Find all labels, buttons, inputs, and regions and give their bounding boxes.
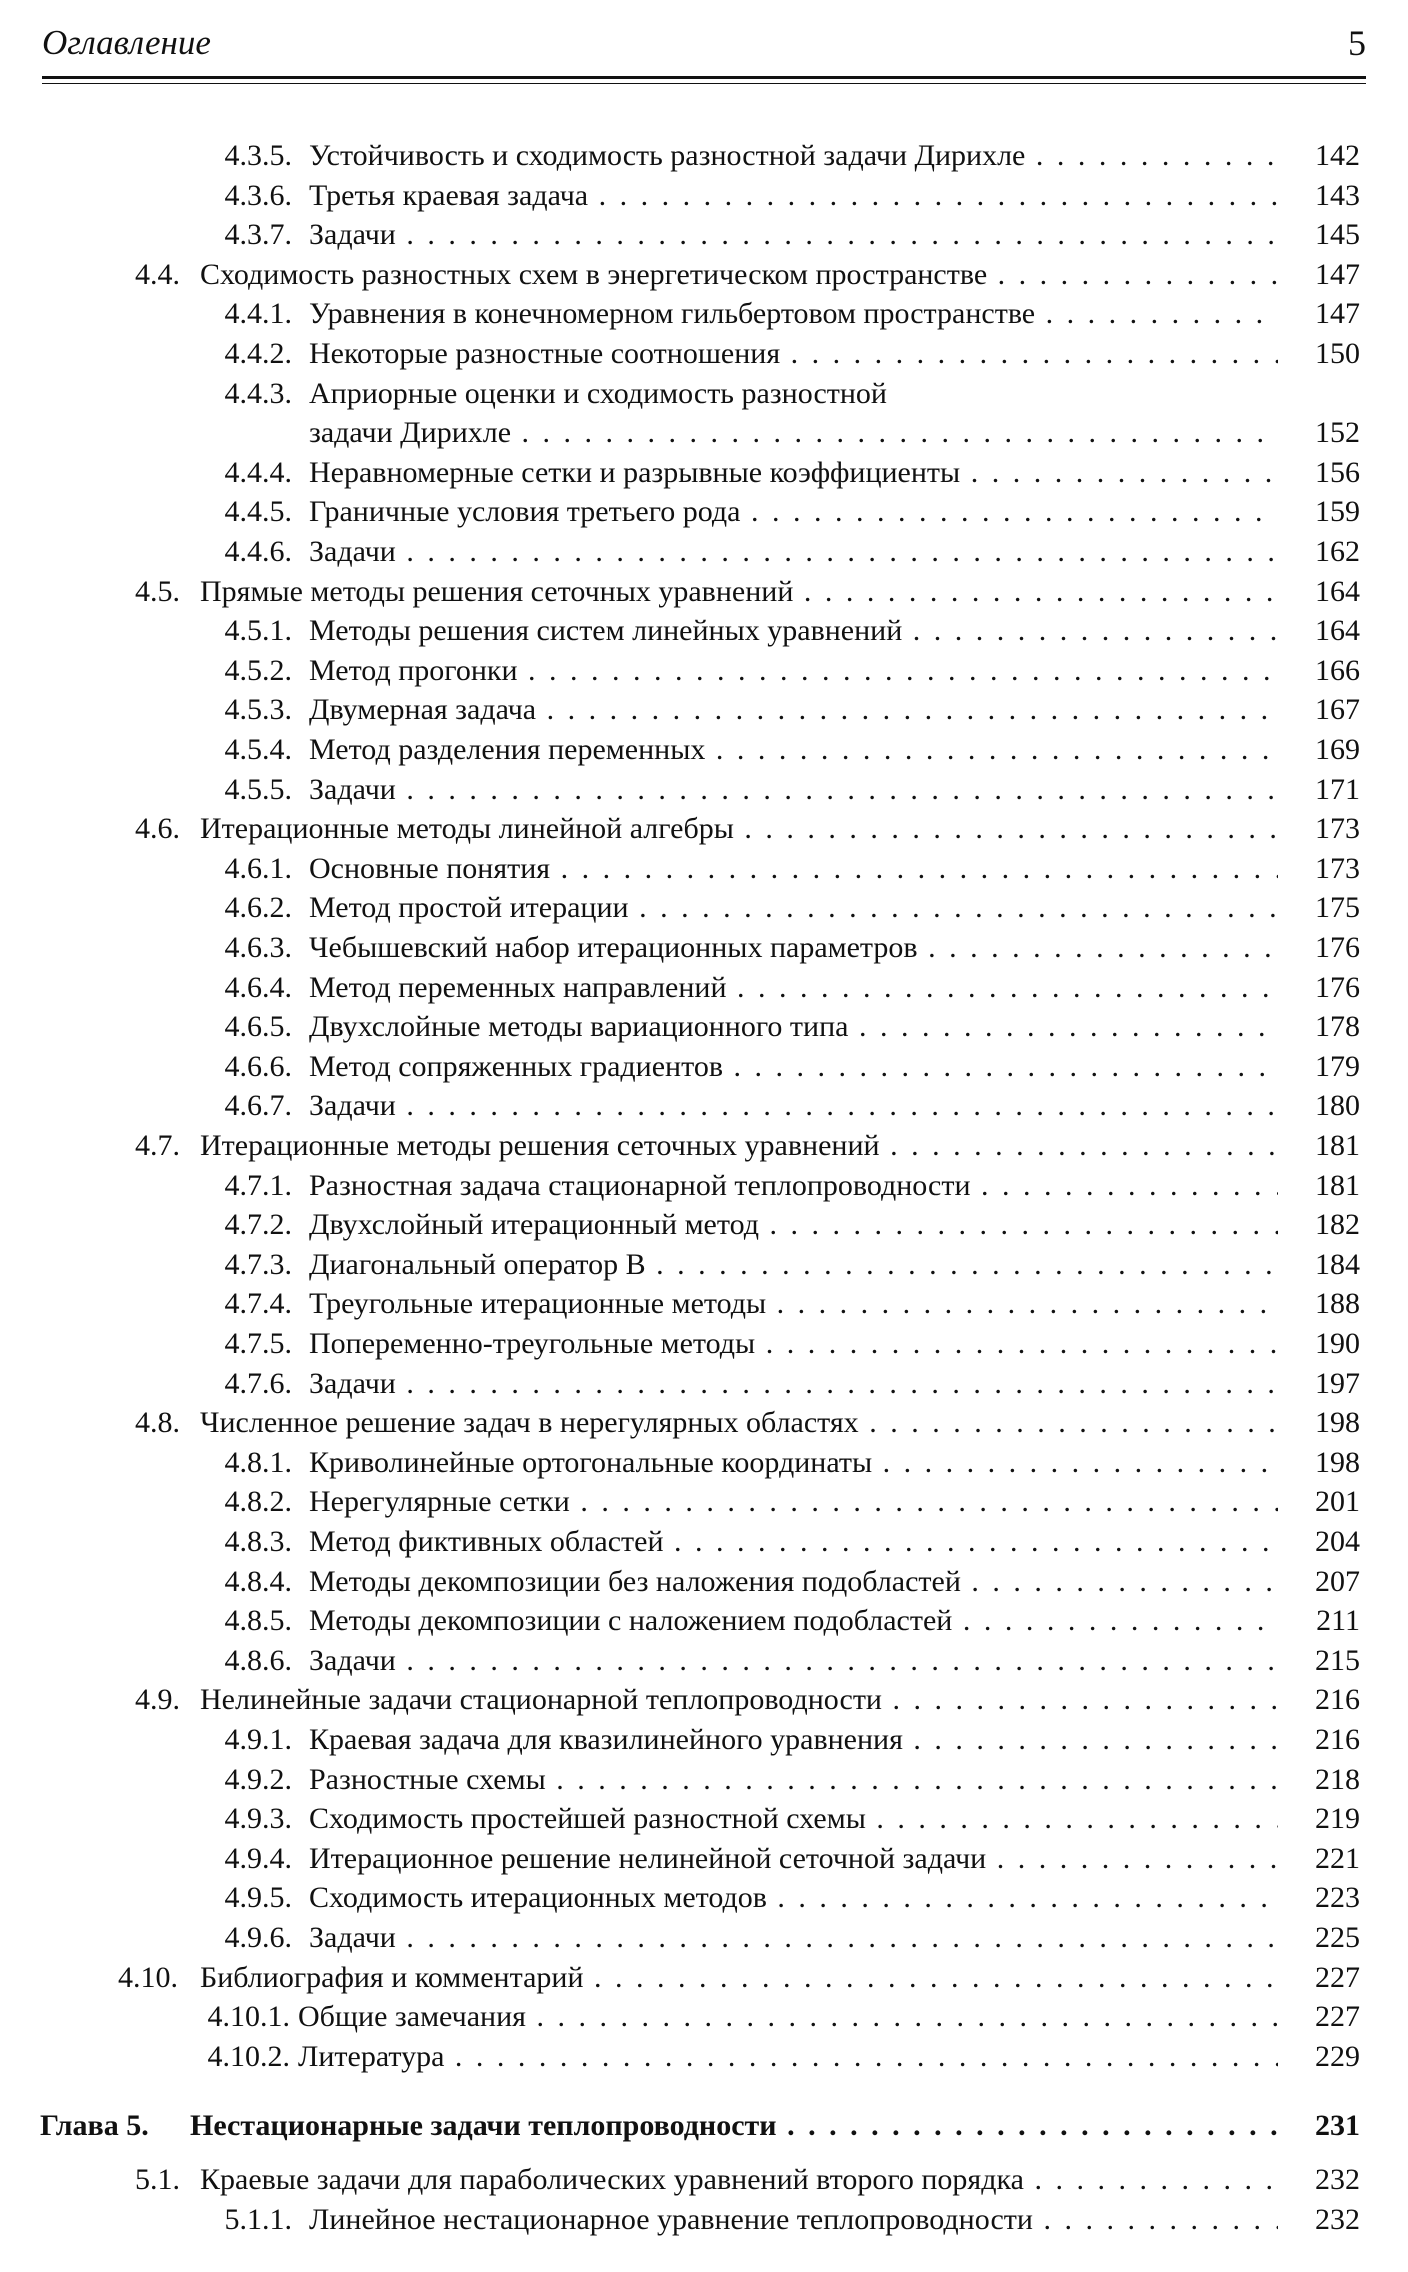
chapter-entry[interactable] (0, 2106, 1408, 2146)
toc-entry-number: 4.6.2. (224, 891, 292, 925)
toc-entry-title: Задачи . . . (309, 1641, 1278, 1681)
toc-entry[interactable] (0, 1720, 1408, 1760)
toc-entry[interactable] (0, 1403, 1408, 1443)
toc-entry-number: 4.10.2. (207, 2039, 290, 2073)
toc-entry-title: Итерационные методы линейной алгебры . . . (200, 809, 1278, 849)
toc-entry[interactable] (0, 770, 1408, 810)
toc-entry-number: 4.8.4. (224, 1564, 292, 1598)
toc-entry-title: Разностная задача стационарной теплопроводности . . . (309, 1166, 1278, 1206)
toc-entry-number: 4.9.6. (224, 1921, 292, 1954)
toc-entry[interactable] (0, 1958, 1408, 1998)
toc-entry-title: Криволинейные ортогональные координаты . . . (309, 1443, 1278, 1483)
toc-entry-number: 4.4.6. (224, 535, 292, 568)
toc-entry[interactable] (0, 2160, 1408, 2200)
toc-entry-number: 4.7.5. (224, 1327, 292, 1360)
running-header (42, 18, 1366, 68)
running-title: Оглавление (42, 23, 211, 62)
toc-entry[interactable] (0, 176, 1408, 216)
toc-entry-number: 4.6. (135, 812, 180, 846)
toc-entry-number: 4.4.1. (224, 297, 292, 331)
toc-entry[interactable] (0, 730, 1408, 770)
toc-entry[interactable] (0, 690, 1408, 730)
toc-entry-page: 147 (1290, 294, 1360, 334)
toc-entry-title: Сходимость простейшей разностной схемы . . . (309, 1799, 1278, 1839)
toc-entry-title: Методы декомпозиции без наложения подобластей . . . (309, 1562, 1278, 1602)
toc-entry-title: Попеременно-треугольные методы . . . (309, 1324, 1278, 1364)
toc-entry-title: Прямые методы решения сеточных уравнений . . . (200, 572, 1278, 612)
toc-entry-title: Методы декомпозиции с наложением подобластей . . . (309, 1601, 1278, 1641)
toc-entry[interactable] (0, 1918, 1408, 1958)
toc-entry-page: 166 (1290, 651, 1360, 691)
toc-entry[interactable] (0, 1799, 1408, 1839)
toc-entry-page: 164 (1290, 611, 1360, 651)
toc-entry-page: 184 (1290, 1245, 1360, 1285)
toc-entry-number: 4.7. (135, 1129, 180, 1162)
header-rule-thick (42, 76, 1366, 79)
toc-entry-page: 167 (1290, 690, 1360, 730)
toc-entry-number: 4.5.2. (224, 653, 292, 687)
toc-entry-title: Задачи . . . (309, 215, 1278, 255)
toc-entry-title: Априорные оценки и сходимость разностной (309, 376, 887, 410)
toc-entry-title: Сходимость итерационных методов . . . (309, 1878, 1278, 1918)
toc-entry-page: 215 (1290, 1641, 1360, 1681)
toc-entry-title: Некоторые разностные соотношения . . . (309, 334, 1278, 374)
toc-entry[interactable] (0, 928, 1408, 968)
toc-entry-number: 4.9.4. (224, 1841, 292, 1875)
toc-entry[interactable] (0, 968, 1408, 1008)
toc-entry[interactable] (0, 1047, 1408, 1087)
toc-entry-number: Глава 5. (40, 2109, 149, 2143)
toc-entry-page: 181 (1290, 1126, 1360, 1166)
toc-entry-title: Граничные условия третьего рода . . . (309, 492, 1278, 532)
toc-entry-page: 180 (1290, 1086, 1360, 1126)
toc-entry-title: Нерегулярные сетки . . . (309, 1482, 1278, 1522)
toc-entry-number: 4.10. (118, 1960, 178, 1994)
toc-entry-number: 4.5.3. (224, 693, 292, 727)
toc-entry-page: 231 (1290, 2106, 1360, 2146)
toc-entry[interactable] (0, 1680, 1408, 1720)
toc-entry-page: 227 (1290, 1997, 1360, 2037)
toc-entry[interactable] (0, 849, 1408, 889)
toc-entry-number: 4.3.6. (224, 178, 292, 212)
toc-entry[interactable] (0, 1086, 1408, 1126)
toc-entry-number: 4.8.2. (224, 1485, 292, 1519)
toc-entry-title: Нестационарные задачи теплопроводности . . . (190, 2106, 1278, 2146)
toc-entry-number: 4.8.3. (224, 1525, 292, 1558)
toc-entry-page: 176 (1290, 928, 1360, 968)
toc-entry-page: 201 (1290, 1482, 1360, 1522)
toc-entry[interactable] (0, 888, 1408, 928)
toc-entry-number: 4.6.1. (224, 851, 292, 885)
toc-entry-page: 188 (1290, 1284, 1360, 1324)
toc-entry-page: 162 (1290, 532, 1360, 572)
toc-entry-title: Диагональный оператор B . . . (309, 1245, 1278, 1285)
toc-entry[interactable] (0, 492, 1408, 532)
toc-entry[interactable] (0, 1760, 1408, 1800)
toc-entry-number: 4.10.1. (207, 2000, 290, 2034)
toc-entry-title: Литература . . . (298, 2037, 1278, 2077)
toc-entry[interactable] (0, 215, 1408, 255)
toc-entry[interactable] (0, 1839, 1408, 1879)
toc-entry-title: Двухслойный итерационный метод . . . (309, 1205, 1278, 1245)
toc-entry[interactable] (0, 1284, 1408, 1324)
toc-entry-number: 4.4.5. (224, 495, 292, 529)
toc-entry-title: Задачи . . . (309, 1918, 1278, 1958)
toc-entry-title: Краевые задачи для параболических уравнений второго порядка . . . (200, 2160, 1278, 2200)
toc-entry-page: 190 (1290, 1324, 1360, 1364)
toc-entry-page: 178 (1290, 1007, 1360, 1047)
toc-entry[interactable] (0, 1245, 1408, 1285)
toc-entry-page: 223 (1290, 1878, 1360, 1918)
toc-entry[interactable] (0, 1324, 1408, 1364)
toc-entry-number: 4.5.5. (224, 772, 292, 806)
toc-entry-title: Задачи . . . (309, 1364, 1278, 1404)
toc-entry-title: Общие замечания . . . (298, 1997, 1278, 2037)
toc-entry-page: 147 (1290, 255, 1360, 295)
toc-entry-title: Задачи . . . (309, 1086, 1278, 1126)
toc-entry-page: 232 (1290, 2200, 1360, 2240)
toc-entry-title: Метод сопряженных градиентов . . . (309, 1047, 1278, 1087)
toc-entry[interactable] (0, 1126, 1408, 1166)
toc-entry-number: 4.4.3. (224, 376, 292, 410)
toc-entry-page: 211 (1290, 1601, 1360, 1641)
toc-entry[interactable] (0, 453, 1408, 493)
toc-entry[interactable] (0, 1007, 1408, 1047)
toc-entry-page: 169 (1290, 730, 1360, 770)
toc-entry-number: 4.4. (135, 257, 180, 291)
toc-entry-title: Чебышевский набор итерационных параметров . . . (309, 928, 1278, 968)
toc-entry-number: 4.5. (135, 574, 180, 608)
toc-entry-number: 4.7.1. (224, 1168, 292, 1202)
toc-entry-title: Основные понятия . . . (309, 849, 1278, 889)
toc-entry[interactable] (0, 1205, 1408, 1245)
toc-entry-number: 4.9.2. (224, 1762, 292, 1796)
toc-entry[interactable] (0, 532, 1408, 572)
toc-entry-title: Треугольные итерационные методы . . . (309, 1284, 1278, 1324)
toc-entry-title: Сходимость разностных схем в энергетическом пространстве . . . (200, 255, 1278, 295)
toc-entry[interactable] (0, 1166, 1408, 1206)
toc-entry-page: 143 (1290, 176, 1360, 216)
toc-entry[interactable] (0, 651, 1408, 691)
toc-entry-number: 4.3.5. (224, 139, 292, 172)
toc-entry[interactable] (0, 1601, 1408, 1641)
toc-entry-title: Метод фиктивных областей . . . (309, 1522, 1278, 1562)
toc-entry-title: Третья краевая задача . . . (309, 176, 1278, 216)
toc-entry-number: 4.5.1. (224, 614, 292, 648)
toc-entry-number: 4.7.6. (224, 1366, 292, 1400)
toc-entry-number: 4.6.5. (224, 1010, 292, 1044)
toc-entry[interactable] (0, 1641, 1408, 1681)
toc-entry-page: 218 (1290, 1760, 1360, 1800)
toc-entry[interactable] (0, 1443, 1408, 1483)
toc-entry-page: 179 (1290, 1047, 1360, 1087)
toc-entry-title: Итерационное решение нелинейной сеточной задачи . . . (309, 1839, 1278, 1879)
toc-entry-page: 207 (1290, 1562, 1360, 1602)
toc-entry-page: 204 (1290, 1522, 1360, 1562)
toc-entry-number: 4.9.3. (224, 1802, 292, 1836)
toc-entry-page: 221 (1290, 1839, 1360, 1879)
toc-entry-number: 5.1. (135, 2163, 180, 2196)
toc-entry-page: 227 (1290, 1958, 1360, 1998)
toc-entry[interactable] (0, 2200, 1408, 2240)
toc-entry-page: 171 (1290, 770, 1360, 810)
toc-entry-title: Линейное нестационарное уравнение теплопроводности . . . (309, 2200, 1278, 2240)
toc-entry-page: 219 (1290, 1799, 1360, 1839)
toc-entry-title: Устойчивость и сходимость разностной задачи Дирихле . . . (309, 136, 1278, 176)
toc-entry[interactable] (0, 1878, 1408, 1918)
toc-entry[interactable] (0, 136, 1408, 176)
toc-entry-title: Метод простой итерации . . . (309, 888, 1278, 928)
toc-entry-title: Нелинейные задачи стационарной теплопроводности . . . (200, 1680, 1278, 1720)
toc-entry[interactable] (0, 1482, 1408, 1522)
toc-entry-page: 182 (1290, 1205, 1360, 1245)
toc-entry-number: 4.6.6. (224, 1049, 292, 1083)
toc-entry-number: 4.7.4. (224, 1287, 292, 1321)
toc-entry-title: Разностные схемы . . . (309, 1760, 1278, 1800)
page-number: 5 (1348, 23, 1366, 63)
toc-entry[interactable] (0, 334, 1408, 374)
toc-entry-number: 4.8. (135, 1406, 180, 1440)
toc-entry-page: 175 (1290, 888, 1360, 928)
toc-entry-page: 156 (1290, 453, 1360, 493)
toc-entry[interactable] (0, 572, 1408, 612)
toc-entry-number: 4.4.4. (224, 455, 292, 489)
toc-entry-title: Двумерная задача . . . (309, 690, 1278, 730)
toc-entry-number: 4.9. (135, 1683, 180, 1717)
toc-entry-page: 150 (1290, 334, 1360, 374)
toc-entry-page: 164 (1290, 572, 1360, 612)
toc-entry-page: 198 (1290, 1403, 1360, 1443)
toc-entry-page: 173 (1290, 849, 1360, 889)
toc-entry-page: 229 (1290, 2037, 1360, 2077)
toc-entry-title: Метод прогонки . . . (309, 651, 1278, 691)
toc-entry-number: 5.1.1. (224, 2202, 292, 2236)
toc-entry-number: 4.5.4. (224, 733, 292, 766)
toc-entry-title: Итерационные методы решения сеточных уравнений . . . (200, 1126, 1278, 1166)
toc-entry-number: 4.9.5. (224, 1881, 292, 1915)
toc-entry-title: Метод переменных направлений . . . (309, 968, 1278, 1008)
toc-entry-page: 181 (1290, 1166, 1360, 1206)
toc-entry-number: 4.3.7. (224, 218, 292, 252)
toc-entry[interactable] (0, 809, 1408, 849)
toc-entry-title: Двухслойные методы вариационного типа . . . (309, 1007, 1278, 1047)
header-rule-thin (42, 83, 1366, 84)
toc-entry-number: 4.8.5. (224, 1604, 292, 1638)
toc-entry-title: Методы решения систем линейных уравнений . . . (309, 611, 1278, 651)
toc-entry[interactable] (0, 374, 1408, 414)
toc-entry-number: 4.7.3. (224, 1247, 292, 1281)
toc-entry-page: 173 (1290, 809, 1360, 849)
toc-entry-page: 225 (1290, 1918, 1360, 1958)
toc-entry[interactable] (0, 611, 1408, 651)
toc-entry[interactable] (0, 413, 1408, 453)
toc-entry[interactable] (0, 2037, 1408, 2077)
toc-entry-title: Задачи . . . (309, 532, 1278, 572)
toc-entry-number: 4.9.1. (224, 1723, 292, 1756)
toc-entry-page: 142 (1290, 136, 1360, 176)
toc-entry[interactable] (0, 1522, 1408, 1562)
toc-entry[interactable] (0, 255, 1408, 295)
toc-entry[interactable] (0, 1997, 1408, 2037)
toc-entry-title: Метод разделения переменных . . . (309, 730, 1278, 770)
toc-entry-page: 197 (1290, 1364, 1360, 1404)
toc-entry-title: задачи Дирихле . . . (309, 413, 1278, 453)
toc-entry-number: 4.6.3. (224, 931, 292, 964)
toc-entry-page: 176 (1290, 968, 1360, 1008)
toc-entry-number: 4.7.2. (224, 1208, 292, 1242)
toc-entry-number: 4.6.4. (224, 970, 292, 1004)
toc-entry-page: 216 (1290, 1680, 1360, 1720)
toc-entry-page: 232 (1290, 2160, 1360, 2200)
toc-entry-number: 4.8.6. (224, 1643, 292, 1677)
toc-entry-number: 4.8.1. (224, 1445, 292, 1479)
toc-entry-number: 4.6.7. (224, 1089, 292, 1123)
toc-entry-title: Задачи . . . (309, 770, 1278, 810)
toc-entry[interactable] (0, 294, 1408, 334)
toc-entry-number: 4.4.2. (224, 337, 292, 370)
toc-entry[interactable] (0, 1364, 1408, 1404)
toc-entry[interactable] (0, 1562, 1408, 1602)
toc-entry-page: 152 (1290, 413, 1360, 453)
toc-entry-title: Краевая задача для квазилинейного уравнения . . . (309, 1720, 1278, 1760)
toc-entry-page: 198 (1290, 1443, 1360, 1483)
toc-entry-page: 216 (1290, 1720, 1360, 1760)
toc-entry-title: Численное решение задач в нерегулярных областях . . . (200, 1403, 1278, 1443)
toc-entry-title: Неравномерные сетки и разрывные коэффициенты . . . (309, 453, 1278, 493)
toc-entry-page: 159 (1290, 492, 1360, 532)
toc-entry-title: Уравнения в конечномерном гильбертовом пространстве . . . (309, 294, 1278, 334)
toc-entry-page: 145 (1290, 215, 1360, 255)
toc-entry-title: Библиография и комментарий . . . (200, 1958, 1278, 1998)
